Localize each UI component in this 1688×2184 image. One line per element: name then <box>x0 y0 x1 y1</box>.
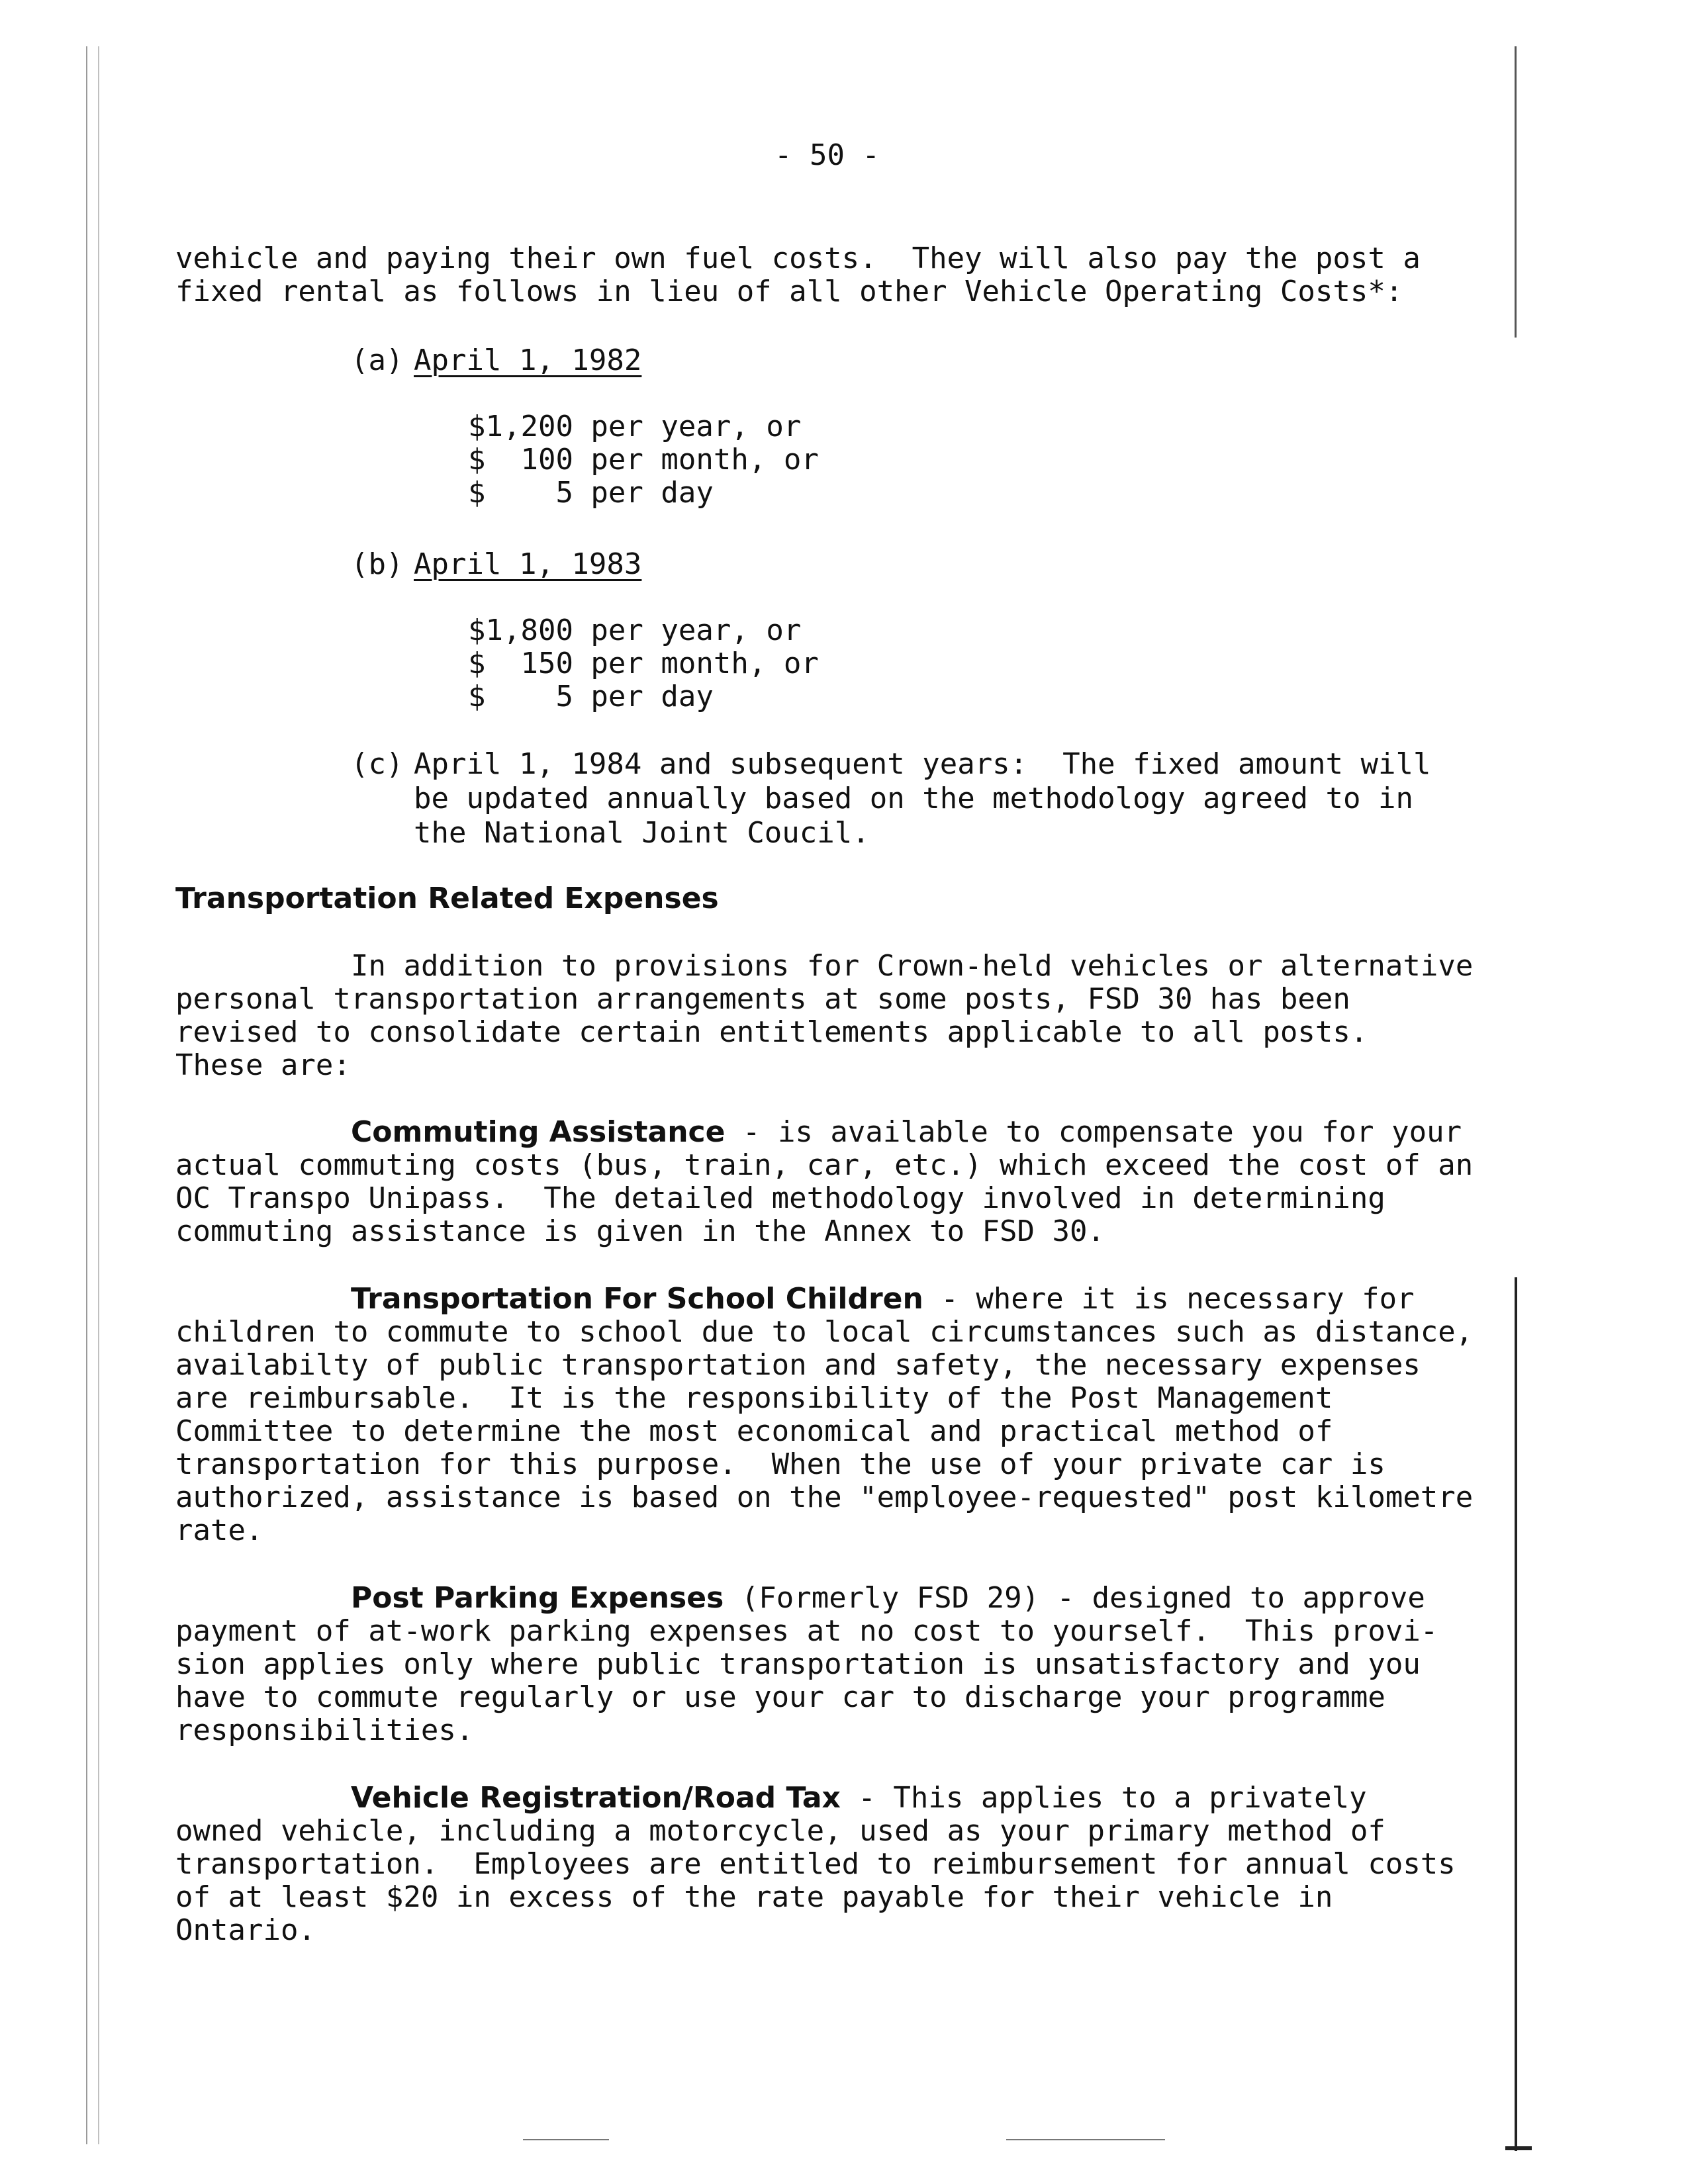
entry-line: payment of at-work parking expenses at no cost to yourself. This provi- <box>175 1614 1438 1648</box>
entry-first-line <box>351 1116 1462 1149</box>
rate-line: $ 100 per month, or <box>468 443 819 477</box>
rate-marker: (a) <box>351 343 404 377</box>
item-c-marker: (c) <box>351 747 404 781</box>
entry-line: responsibilities. <box>175 1713 474 1747</box>
rate-line: $ 5 per day <box>468 476 714 510</box>
entry-first-line <box>351 1582 1425 1615</box>
entry-line: are reimbursable. It is the responsibility of the Post Management <box>175 1381 1333 1415</box>
entry-line: actual commuting costs (bus, train, car, etc.) which exceed the cost of an <box>175 1148 1474 1182</box>
entry-line: availabilty of public transportation and safety, the necessary expenses <box>175 1348 1421 1382</box>
entry-text: - is available to compensate you for your <box>725 1115 1462 1149</box>
entry-first-line <box>351 1782 1367 1815</box>
left-margin-rule <box>86 46 87 2144</box>
entry-line: authorized, assistance is based on the "employee-requested" post kilometre <box>175 1480 1474 1514</box>
rate-line: $1,200 per year, or <box>468 410 802 443</box>
paragraph-line: In addition to provisions for Crown-held vehicles or alternative <box>351 949 1474 983</box>
entry-line: Ontario. <box>175 1913 316 1947</box>
entry-title: Post Parking Expenses <box>351 1581 724 1615</box>
bottom-rule <box>523 2139 609 2140</box>
item-c-line: be updated annually based on the methodology agreed to in <box>414 782 1413 815</box>
rate-line: $ 5 per day <box>468 680 714 713</box>
section-heading: Transportation Related Expenses <box>175 882 719 915</box>
entry-text: (Formerly FSD 29) - designed to approve <box>724 1581 1425 1615</box>
entry-text: - where it is necessary for <box>923 1282 1415 1316</box>
left-margin-rule <box>98 46 99 2144</box>
paragraph-line: personal transportation arrangements at some posts, FSD 30 has been <box>175 982 1350 1016</box>
rate-marker: (b) <box>351 547 404 581</box>
entry-line: OC Transpo Unipass. The detailed methodology involved in determining <box>175 1181 1385 1215</box>
rate-heading: April 1, 1983 <box>414 547 642 581</box>
entry-line: transportation. Employees are entitled to reimbursement for annual costs <box>175 1847 1456 1881</box>
rate-line: $1,800 per year, or <box>468 614 802 647</box>
entry-title: Commuting Assistance <box>351 1115 726 1149</box>
entry-line: rate. <box>175 1514 263 1547</box>
entry-title: Transportation For School Children <box>351 1282 923 1316</box>
entry-line: transportation for this purpose. When the use of your private car is <box>175 1447 1385 1481</box>
entry-text: - This applies to a privately <box>840 1781 1367 1815</box>
entry-line: sion applies only where public transportation is unsatisfactory and you <box>175 1647 1421 1681</box>
entry-title: Vehicle Registration/Road Tax <box>351 1781 841 1815</box>
entry-line: owned vehicle, including a motorcycle, used as your primary method of <box>175 1814 1385 1848</box>
entry-first-line <box>351 1283 1415 1316</box>
rate-heading: April 1, 1982 <box>414 343 642 377</box>
page-number: - 50 - <box>774 138 880 172</box>
rate-line: $ 150 per month, or <box>468 647 819 680</box>
entry-line: children to commute to school due to local circumstances such as distance, <box>175 1315 1474 1349</box>
intro-line: fixed rental as follows in lieu of all other Vehicle Operating Costs*: <box>175 275 1403 308</box>
bottom-rule <box>1006 2139 1165 2140</box>
paragraph-line: These are: <box>175 1048 351 1082</box>
right-margin-rule <box>1515 46 1517 338</box>
entry-line: of at least $20 in excess of the rate payable for their vehicle in <box>175 1880 1333 1914</box>
right-margin-tick <box>1505 2146 1532 2150</box>
item-c-line: April 1, 1984 and subsequent years: The fixed amount will <box>414 747 1431 781</box>
entry-line: Committee to determine the most economical and practical method of <box>175 1414 1333 1448</box>
intro-line: vehicle and paying their own fuel costs. They will also pay the post a <box>175 242 1421 275</box>
item-c-line: the National Joint Coucil. <box>414 816 870 850</box>
entry-line: commuting assistance is given in the Annex to FSD 30. <box>175 1214 1105 1248</box>
right-margin-rule <box>1515 1277 1517 2151</box>
paragraph-line: revised to consolidate certain entitlements applicable to all posts. <box>175 1015 1368 1049</box>
entry-line: have to commute regularly or use your car to discharge your programme <box>175 1680 1385 1714</box>
